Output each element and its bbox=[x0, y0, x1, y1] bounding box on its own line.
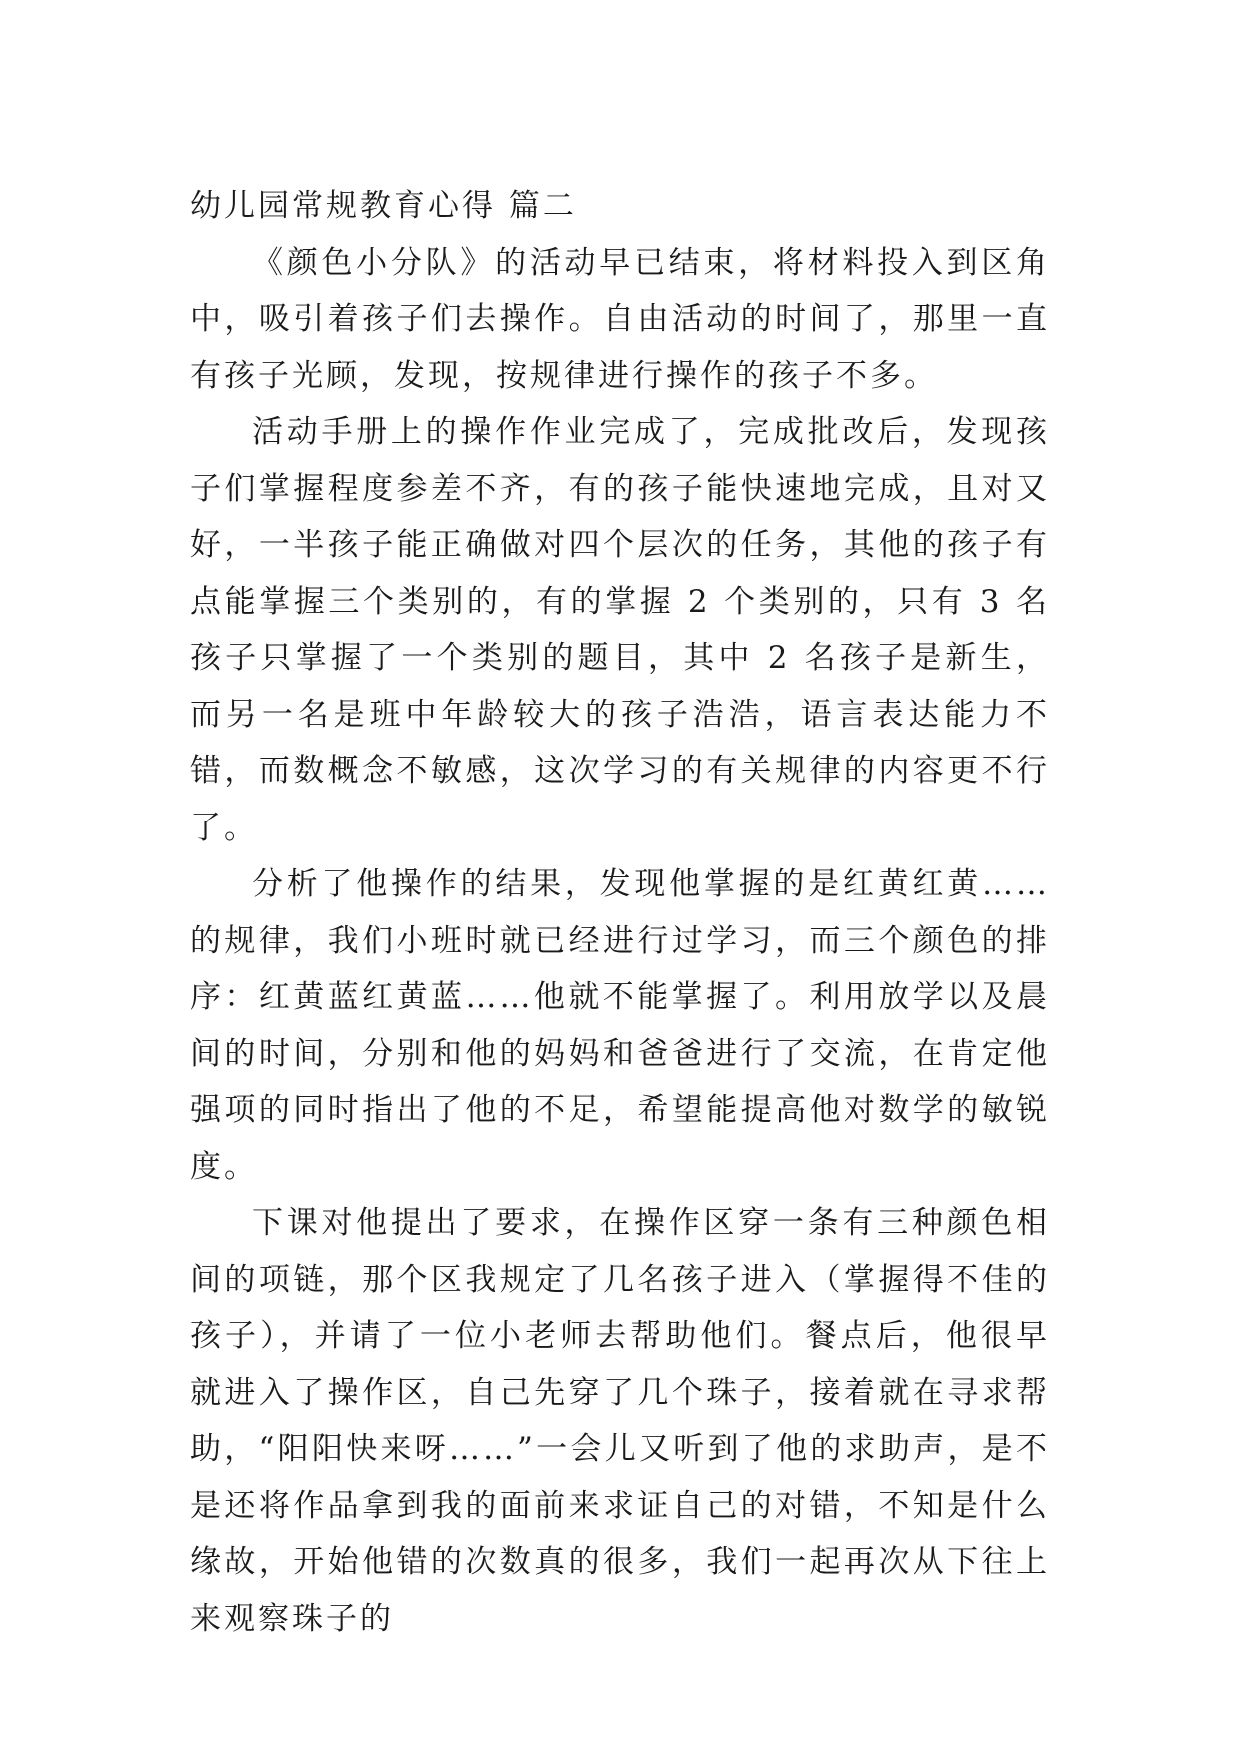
paragraph-2: 活动手册上的操作作业完成了，完成批改后，发现孩子们掌握程度参差不齐，有的孩子能快速地完成，且对又好，一半孩子能正确做对四个层次的任务，其他的孩子有点能掌握三个类别的，有的掌握 2 个类别的，只有 3 名孩子只掌握了一个类别的题目，其中 2 名孩子是新生，而另一名是班中年龄较大的孩子浩浩，语言表达能力不错，而数概念不敏感，这次学习的有关规律的内容更不行了。 bbox=[190, 414, 1050, 846]
document-body bbox=[190, 178, 1050, 1647]
document-title: 幼儿园常规教育心得 篇二 bbox=[190, 188, 577, 224]
paragraph-4: 下课对他提出了要求，在操作区穿一条有三种颜色相间的项链，那个区我规定了几名孩子进入（掌握得不佳的孩子），并请了一位小老师去帮助他们。餐点后，他很早就进入了操作区，自己先穿了几个珠子，接着就在寻求帮助，“阳阳快来呀……”一会儿又听到了他的求助声，是不是还将作品拿到我的面前来求证自己的对错，不知是什么缘故，开始他错的次数真的很多，我们一起再次从下往上来观察珠子的 bbox=[190, 1205, 1050, 1637]
paragraph-1: 《颜色小分队》的活动早已结束，将材料投入到区角中，吸引着孩子们去操作。自由活动的时间了，那里一直有孩子光顾，发现，按规律进行操作的孩子不多。 bbox=[190, 244, 1050, 394]
paragraph-3: 分析了他操作的结果，发现他掌握的是红黄红黄……的规律，我们小班时就已经进行过学习，而三个颜色的排序：红黄蓝红黄蓝……他就不能掌握了。利用放学以及晨间的时间，分别和他的妈妈和爸爸进行了交流，在肯定他强项的同时指出了他的不足，希望能提高他对数学的敏锐度。 bbox=[190, 866, 1050, 1185]
